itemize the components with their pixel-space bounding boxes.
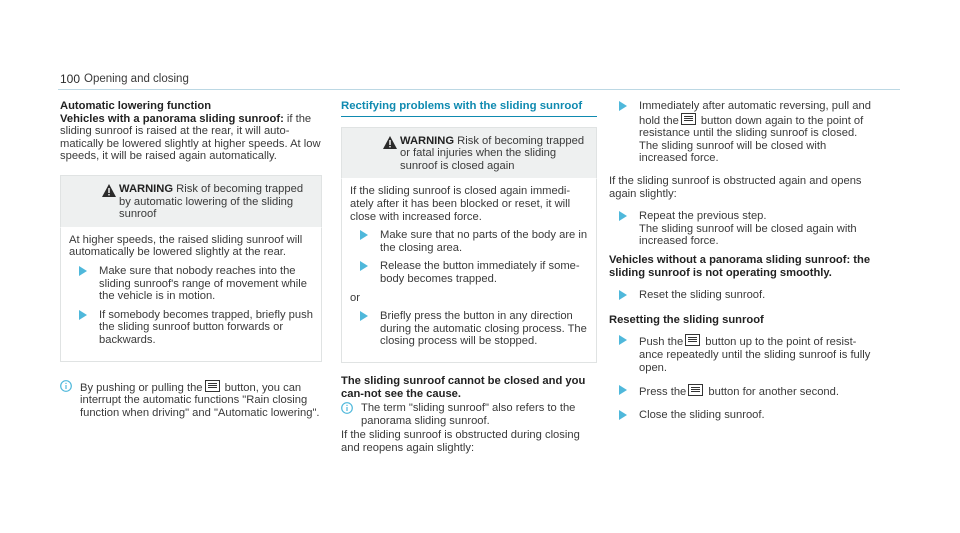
step-arrow-icon xyxy=(79,310,87,320)
note-text-b: button, you can interrupt the automatic functions "Rain closing function when driving" and "Automatic lowering". xyxy=(80,381,320,419)
step-arrow-icon xyxy=(619,385,627,395)
list-item xyxy=(350,310,588,348)
section-heading: Rectifying problems with the sliding sunroof xyxy=(341,100,597,117)
list-item xyxy=(609,210,871,248)
note-text: The term "sliding sunroof" also refers to the panorama sliding sunroof. xyxy=(361,402,576,427)
info-icon xyxy=(60,380,72,392)
list-item xyxy=(609,100,871,165)
list-item xyxy=(69,265,313,303)
list-item xyxy=(609,289,871,302)
step-text-a: Immediately after automatic reversing, pull and hold the xyxy=(639,100,871,127)
warning-text: Risk of becoming trapped by automatic lowering of the sliding sunroof xyxy=(119,182,304,221)
warning-body xyxy=(60,228,322,362)
note-text-a: By pushing or pulling the xyxy=(80,381,203,394)
problem-heading: The sliding sunroof cannot be closed and you can-not see the cause. xyxy=(341,374,586,400)
list-item xyxy=(350,260,588,285)
warning-box-trapped xyxy=(341,127,597,363)
panorama-lead: Vehicles with a panorama sliding sunroof: xyxy=(60,112,284,125)
step-arrow-icon xyxy=(360,311,368,321)
page-section-title: Opening and closing xyxy=(84,73,189,85)
sunroof-button-icon xyxy=(685,334,700,346)
warning-header xyxy=(341,127,597,180)
step-text: Make sure that nobody reaches into the sliding sunroof's range of movement while the vehicle is in motion. xyxy=(99,264,307,303)
column-1 xyxy=(60,100,322,421)
step-text: If somebody becomes trapped, briefly push the sliding sunroof button forwards or backwards. xyxy=(99,308,313,346)
step-text-b: button up to the point of resist-ance repeatedly until the sliding sunroof is fully open. xyxy=(639,336,871,374)
step-arrow-icon xyxy=(360,230,368,240)
step-text: Close the sliding sunroof. xyxy=(639,408,765,421)
step-text-b: button down again to the point of resistance until the sliding sunroof is closed. xyxy=(639,114,864,140)
step-arrow-icon xyxy=(619,101,627,111)
column-3 xyxy=(609,100,871,427)
info-icon xyxy=(341,402,353,414)
warning-body-text: At higher speeds, the raised sliding sunroof will automatically be lowered slightly at the rear. xyxy=(69,233,303,259)
warning-label: WARNING xyxy=(119,182,174,195)
no-panorama-heading: Vehicles without a panorama sliding sunroof: the sliding sunroof is not operating smoothly. xyxy=(609,253,871,279)
warning-body-text: If the sliding sunroof is closed again immedi-ately after it has been blocked or reset, it will close with increased force. xyxy=(350,185,571,223)
step-arrow-icon xyxy=(79,266,87,276)
step-text: Release the button immediately if some-body becomes trapped. xyxy=(380,260,580,285)
header-rule xyxy=(58,89,900,90)
warning-box-lowering xyxy=(60,175,322,362)
warning-text: Risk of becoming trapped or fatal injuries when the sliding sunroof is closed again xyxy=(400,134,585,172)
step-text-a: Press the xyxy=(639,386,687,399)
page-number: 100 xyxy=(60,72,81,86)
step-text-a: Push the xyxy=(639,336,684,349)
step-text: Briefly press the button in any direction during the automatic closing process. The closing process will be stopped. xyxy=(380,310,587,348)
step-result: The sliding sunroof will be closed with increased force. xyxy=(639,139,827,165)
column-2 xyxy=(341,100,597,454)
step-arrow-icon xyxy=(619,211,627,221)
or-text: or xyxy=(350,291,360,304)
step-text-b: button for another second. xyxy=(705,386,839,399)
step-result: The sliding sunroof will be closed again with increased force. xyxy=(639,222,857,248)
automatic-lowering-text xyxy=(60,113,322,163)
step-text: Reset the sliding sunroof. xyxy=(639,289,766,302)
list-item xyxy=(609,334,871,374)
step-text: Repeat the previous step. xyxy=(639,210,767,223)
automatic-lowering-heading: Automatic lowering function xyxy=(60,100,212,112)
warning-header xyxy=(60,175,322,228)
lead-text: if the sliding sunroof is raised at the rear, it will auto-matically be lowered slightly at higher speeds. At low speeds, it will be raised again automatically. xyxy=(60,112,321,163)
warning-triangle-icon xyxy=(383,136,397,149)
warning-triangle-icon xyxy=(102,184,116,197)
warning-body xyxy=(341,179,597,363)
step-arrow-icon xyxy=(619,290,627,300)
list-item xyxy=(609,409,871,422)
step-arrow-icon xyxy=(619,335,627,345)
step-arrow-icon xyxy=(619,410,627,420)
list-item xyxy=(609,384,871,399)
warning-label: WARNING xyxy=(400,134,455,147)
step-arrow-icon xyxy=(360,261,368,271)
step-text: Make sure that no parts of the body are in the closing area. xyxy=(380,229,588,254)
list-item xyxy=(69,309,313,347)
obstructed-again-text: If the sliding sunroof is obstructed again and opens again slightly: xyxy=(609,174,862,200)
sunroof-button-icon xyxy=(205,380,220,392)
reset-heading: Resetting the sliding sunroof xyxy=(609,313,764,326)
info-note xyxy=(341,402,597,427)
list-item xyxy=(350,229,588,254)
info-note xyxy=(60,380,322,420)
sunroof-button-icon xyxy=(681,113,696,125)
sunroof-button-icon xyxy=(688,384,703,396)
obstructed-text: If the sliding sunroof is obstructed during closing and reopens again slightly: xyxy=(341,429,580,454)
